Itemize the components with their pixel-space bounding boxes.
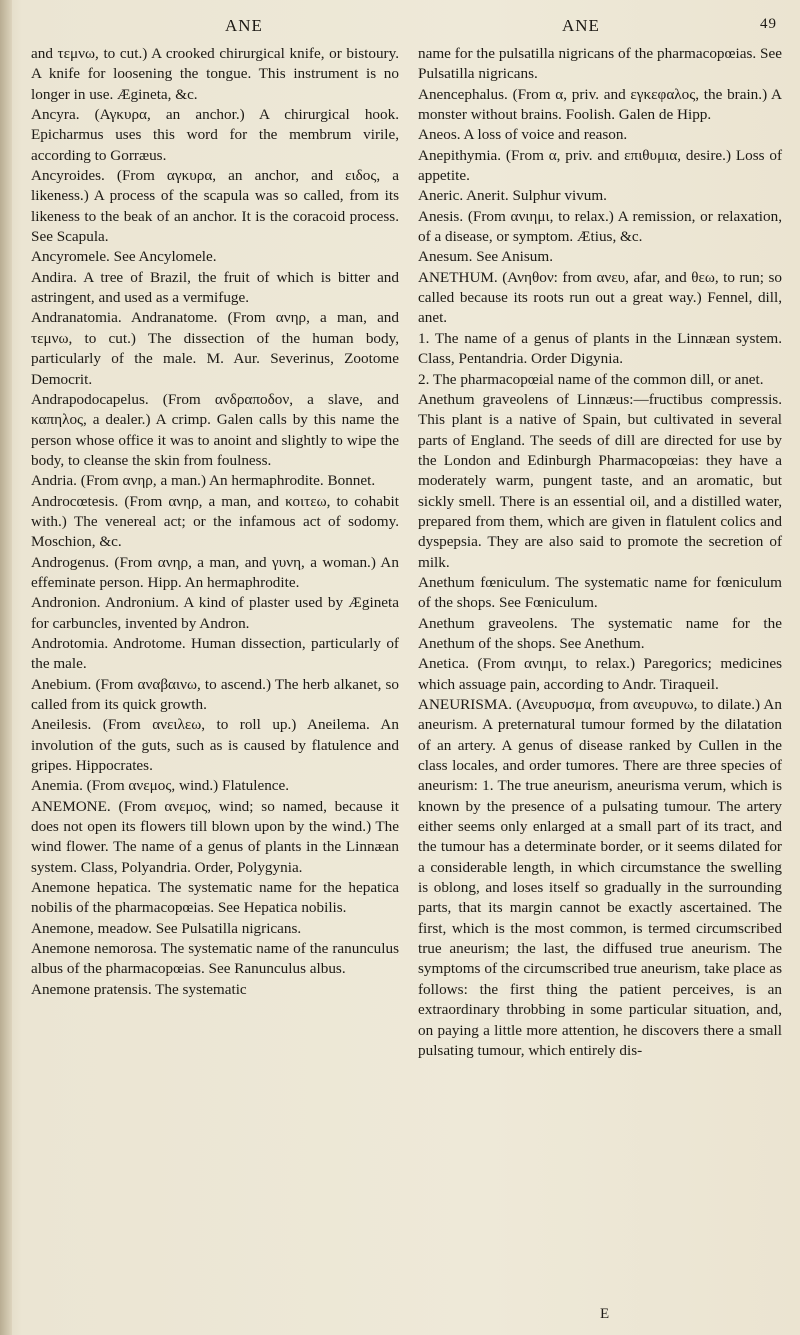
signature-mark: E: [600, 1306, 610, 1322]
entry: Anesum. See Anisum.: [418, 248, 553, 266]
left-running-title: ANE: [225, 16, 263, 35]
entry: Androgenus. (From ανηρ, a man, and γυνη, a woman.) An effeminate person. Hipp. An hermaphrodite.: [31, 553, 399, 591]
entry: Anebium. (From αναβαινω, to ascend.) The herb alkanet, so called from its quick growth.: [31, 675, 399, 713]
entry: Andria. (From ανηρ, a man.) An hermaphrodite. Bonnet.: [31, 472, 376, 490]
entry: Anetica. (From ανιημι, to relax.) Paregorics; medicines which assuage pain, according to Andr. Tiraqueil.: [418, 655, 782, 693]
entry: Ancyroides. (From αγκυρα, an anchor, and ειδος, a likeness.) A process of the scapula was so called, from its likeness to the beak of an anchor. It is the coracoid process. See Scapula.: [31, 167, 399, 246]
entry: name for the pulsatilla nigricans of the pharmacopœias. See Pulsatilla nigricans.: [418, 45, 782, 83]
entry: Aneric. Anerit. Sulphur vivum.: [418, 187, 607, 205]
entry: Androcœtesis. (From ανηρ, a man, and κοιτεω, to cohabit with.) The venereal act; or the infamous act of sodomy. Moschion, &c.: [31, 492, 399, 551]
entry: 2. The pharmacopœial name of the common dill, or anet.: [418, 370, 764, 388]
entry: 1. The name of a genus of plants in the Linnæan system. Class, Pentandria. Order Digynia.: [418, 329, 782, 368]
entry: Andranatomia. Andranatome. (From ανηρ, a man, and τεμνω, to cut.) The dissection of the human body, particularly of the male. M. Aur. Severinus, Zootome Democrit.: [31, 309, 399, 388]
entry: Anencephalus. (From α, priv. and εγκεφαλος, the brain.) A monster without brains. Foolish. Galen de Hipp.: [418, 85, 782, 124]
left-column: [31, 44, 399, 1000]
entry: Androtomia. Androtome. Human dissection, particularly of the male.: [31, 634, 399, 673]
entry: Anethum graveolens of Linnæus:—fructibus compressis. This plant is a native of Spain, but cultivated in several parts of England. The seeds of dill are directed for use by the London and Edinburgh Pharmacopœias: they have a moderately warm, pungent taste, and an aromatic, but sickly smell. There is an essential oil, and a distilled water, prepared from them, which are given in flatulent colics and dyspepsia. They are also said to promote the secretion of milk.: [418, 390, 782, 571]
entry: Aneos. A loss of voice and reason.: [418, 126, 628, 144]
entry: Anethum fœniculum. The systematic name for fœniculum of the shops. See Fœniculum.: [418, 573, 782, 612]
entry: Anethum graveolens. The systematic name for the Anethum of the shops. See Anethum.: [418, 614, 782, 652]
entry: Ancyromele. See Ancylomele.: [31, 248, 217, 266]
entry: Andira. A tree of Brazil, the fruit of which is bitter and astringent, and used as a vermifuge.: [31, 268, 399, 307]
entry: ANETHUM. (Ανηθον: from ανευ, afar, and θεω, to run; so called because its roots run out a great way.) Fennel, dill, anet.: [418, 268, 782, 327]
right-column: [418, 44, 782, 1061]
entry: Aneilesis. (From ανειλεω, to roll up.) Aneilema. An involution of the guts, such as is caused by flatulence and gripes. Hippocrates.: [31, 716, 399, 775]
entry: Anepithymia. (From α, priv. and επιθυμια, desire.) Loss of appetite.: [418, 146, 782, 185]
entry: ANEURISMA. (Ανευρυσμα, from ανευρυνω, to dilate.) An aneurism. A preternatural tumour formed by the dilatation of an artery. A genus of disease ranked by Cullen in the class locales, and order tumores. There are three species of aneurism: 1. The true aneurism, aneurisma verum, which is known by the presence of a pulsating tumour. The artery either seems only enlarged at a small part of its tract, and the tumour has a determinate border, or it seems dilated for a considerable length, in which circumstance the swelling is oblong, and loses itself so gradually in the surrounding parts, that its margin cannot be exactly ascertained. The first, which is the most common, is termed circumscribed true aneurism; the last, the diffused true aneurism. The symptoms of the circumscribed true aneurism, take place as follows: the first thing the patient perceives, is an extraordinary throbbing in some particular situation, and, on paying a little more attention, he discovers there a small pulsating tumour, which entirely dis-: [418, 696, 782, 1059]
entry: Anemone, meadow. See Pulsatilla nigricans.: [31, 919, 302, 937]
entry: ANEMONE. (From ανεμος, wind; so named, because it does not open its flowers till blown upon by the wind.) The wind flower. The name of a genus of plants in the Linnæan system. Class, Polyandria. Order, Polygynia.: [31, 797, 399, 876]
book-gutter: [0, 0, 12, 1335]
right-running-title: ANE: [562, 16, 600, 35]
entry: Anemone hepatica. The systematic name for the hepatica nobilis of the pharmacopœias. See Hepatica nobilis.: [31, 879, 399, 917]
entry: Andronion. Andronium. A kind of plaster used by Ægineta for carbuncles, invented by Andron.: [31, 594, 399, 632]
entry: Anemone pratensis. The systematic: [31, 980, 247, 998]
running-header: [0, 16, 800, 42]
entry: Ancyra. (Αγκυρα, an anchor.) A chirurgical hook. Epicharmus uses this word for the membrum virile, according to Gorræus.: [31, 106, 399, 164]
entry: Anesis. (From ανιημι, to relax.) A remission, or relaxation, of a disease, or symptom. Ætius, &c.: [418, 207, 782, 246]
entry: Andrapodocapelus. (From ανδραποδον, a slave, and καπηλος, a dealer.) A crimp. Galen calls by this name the person whose office it was to anoint and slightly to wipe the body, to cleanse the skin from foulness.: [31, 390, 399, 469]
entry: Anemone nemorosa. The systematic name of the ranunculus albus of the pharmacopœias. See Ranunculus albus.: [31, 940, 399, 978]
entry: Anemia. (From ανεμος, wind.) Flatulence.: [31, 777, 290, 795]
page-number: 49: [760, 16, 777, 32]
entry: and τεμνω, to cut.) A crooked chirurgical knife, or bistoury. A knife for loosening the tongue. This instrument is no longer in use. Æginetа, &c.: [31, 45, 399, 103]
